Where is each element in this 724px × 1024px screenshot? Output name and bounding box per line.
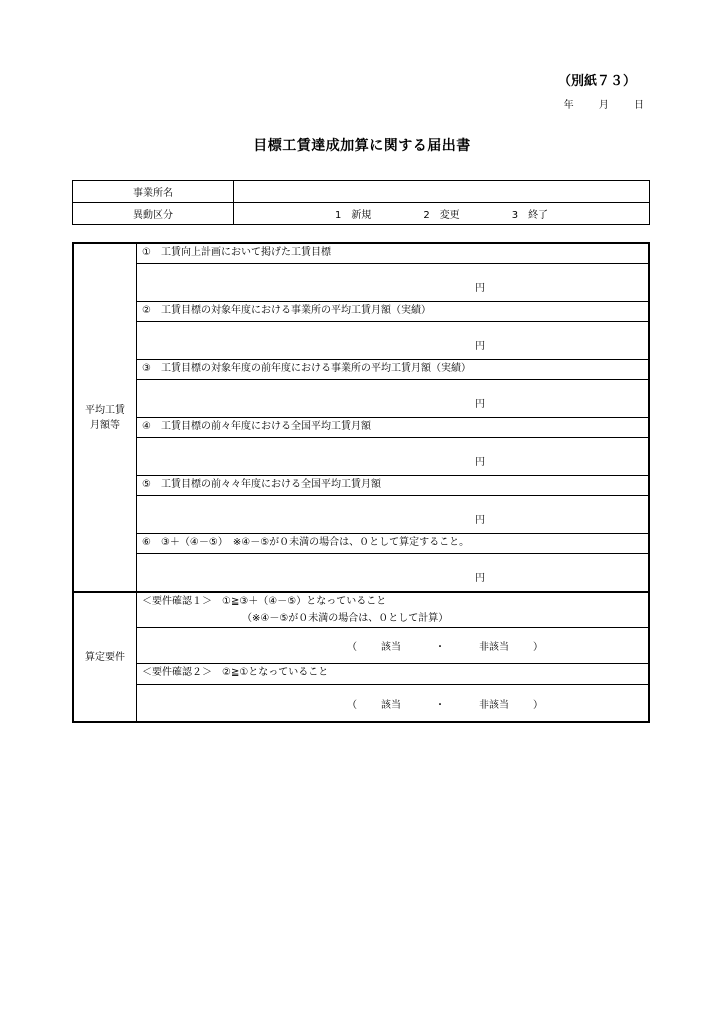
item-2-amount[interactable]: 円 <box>137 322 650 360</box>
item-1-label: ① 工賃向上計画において掲げた工賃目標 <box>137 243 650 264</box>
table-row <box>73 438 649 476</box>
item-6-label: ⑥ ③＋（④－⑤） ※④－⑤が０未満の場合は、０として算定すること。 <box>137 534 650 554</box>
office-info-table <box>72 180 650 225</box>
office-name-label: 事業所名 <box>73 181 234 203</box>
wage-table <box>72 242 650 723</box>
office-row <box>73 181 650 203</box>
table-row <box>73 360 649 380</box>
table-row <box>73 554 649 593</box>
item-1-amount[interactable]: 円 <box>137 264 650 302</box>
table-row <box>73 496 649 534</box>
item-6-amount[interactable]: 円 <box>137 554 650 593</box>
document-title: 目標工賃達成加算に関する届出書 <box>253 138 471 154</box>
change-type-label: 異動区分 <box>73 203 234 225</box>
change-type-options <box>234 203 650 225</box>
item-5-label: ⑤ 工賃目標の前々々年度における全国平均工賃月額 <box>137 476 650 496</box>
wage-section-label: 平均工賃 月額等 <box>73 243 137 592</box>
option-change[interactable]: 2 変更 <box>423 210 460 221</box>
option-end[interactable]: 3 終了 <box>511 210 549 221</box>
table-row <box>73 322 649 360</box>
table-row <box>73 380 649 418</box>
item-5-amount[interactable]: 円 <box>137 496 650 534</box>
form-id: （別紙７３） <box>557 74 636 89</box>
requirement-2-label: ＜要件確認２＞ ②≧①となっていること <box>137 664 650 685</box>
date-day: 日 <box>634 100 644 111</box>
table-row <box>73 685 649 723</box>
change-row <box>73 203 650 225</box>
table-row <box>73 628 649 664</box>
item-4-amount[interactable]: 円 <box>137 438 650 476</box>
requirement-1-judgement[interactable]: （ 該当 ・ 非該当 ） <box>137 628 650 664</box>
option-new[interactable]: 1 新規 <box>334 210 372 221</box>
table-row <box>73 418 649 438</box>
date-year: 年 <box>563 100 574 111</box>
requirements-label: 算定要件 <box>73 592 137 722</box>
table-row <box>73 664 649 685</box>
requirement-2-judgement[interactable]: （ 該当 ・ 非該当 ） <box>137 685 650 723</box>
office-name-field[interactable] <box>234 181 650 203</box>
table-row <box>73 243 649 264</box>
table-row <box>73 264 649 302</box>
table-row <box>73 592 649 628</box>
item-2-label: ② 工賃目標の対象年度における事業所の平均工賃月額（実績） <box>137 302 650 322</box>
item-4-label: ④ 工賃目標の前々年度における全国平均工賃月額 <box>137 418 650 438</box>
table-row <box>73 476 649 496</box>
table-row <box>73 302 649 322</box>
date-month: 月 <box>598 100 609 111</box>
requirement-1-label: ＜要件確認１＞ ①≧③＋（④－⑤）となっていること （※④－⑤が０未満の場合は、０として計算） <box>137 592 650 628</box>
date-line <box>542 96 644 111</box>
item-3-label: ③ 工賃目標の対象年度の前年度における事業所の平均工賃月額（実績） <box>137 360 650 380</box>
item-3-amount[interactable]: 円 <box>137 380 650 418</box>
table-row <box>73 534 649 554</box>
